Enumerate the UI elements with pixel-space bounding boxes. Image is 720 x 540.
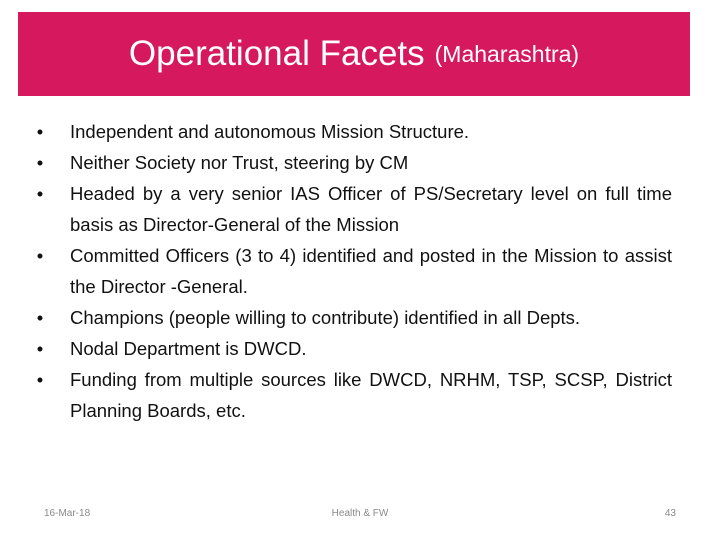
bullet-text: Independent and autonomous Mission Structure. bbox=[70, 121, 470, 142]
bullet-item bbox=[30, 147, 672, 178]
bullet-dot-icon: • bbox=[36, 183, 44, 204]
bullet-dot-icon: • bbox=[36, 245, 44, 266]
footer-date: 16-Mar-18 bbox=[44, 508, 91, 519]
bullet-item bbox=[30, 178, 672, 240]
bullet-item bbox=[30, 364, 672, 426]
bullet-text: Headed by a very senior IAS Officer of PS/Secretary level on full time basis as Director-General of the Mission bbox=[70, 183, 672, 235]
bullet-text: Funding from multiple sources like DWCD, NRHM, TSP, SCSP, District Planning Boards, etc. bbox=[70, 369, 672, 421]
bullet-item bbox=[30, 302, 672, 333]
slide-title: Operational Facets bbox=[128, 34, 425, 73]
bullet-text: Committed Officers (3 to 4) identified and posted in the Mission to assist the Director -General. bbox=[70, 245, 672, 297]
title-banner bbox=[18, 12, 690, 96]
bullet-dot-icon: • bbox=[36, 307, 44, 328]
footer-department: Health & FW bbox=[331, 508, 389, 519]
bullet-dot-icon: • bbox=[36, 369, 44, 390]
bullet-dot-icon: • bbox=[36, 338, 44, 359]
bullet-text: Nodal Department is DWCD. bbox=[70, 338, 307, 359]
bullet-dot-icon: • bbox=[36, 152, 44, 173]
footer-page-number: 43 bbox=[664, 508, 676, 519]
bullet-dot-icon: • bbox=[36, 121, 44, 142]
bullet-item bbox=[30, 116, 672, 147]
bullet-text: Neither Society nor Trust, steering by CM bbox=[70, 152, 409, 173]
bullet-list bbox=[30, 116, 672, 426]
slide-title-suffix: (Maharashtra) bbox=[434, 40, 580, 67]
bullet-item bbox=[30, 240, 672, 302]
bullet-text: Champions (people willing to contribute) identified in all Depts. bbox=[70, 307, 581, 328]
bullet-item bbox=[30, 333, 672, 364]
